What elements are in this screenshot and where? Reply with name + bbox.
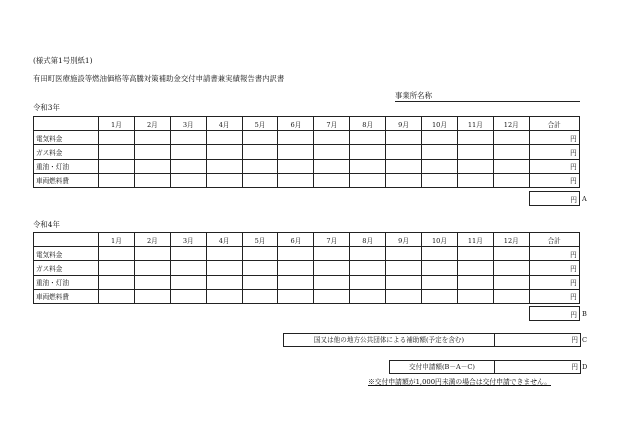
amount-cell[interactable] <box>278 145 314 159</box>
amount-cell[interactable] <box>493 131 529 145</box>
total-header: 合計 <box>529 233 579 247</box>
request-amount-label: 交付申請額(B－A－C) <box>390 361 495 373</box>
month-header: 6月 <box>278 117 314 131</box>
table-header-row <box>34 233 580 247</box>
amount-cell[interactable] <box>422 275 458 289</box>
amount-cell[interactable] <box>386 261 422 275</box>
subsidy-amount-row <box>283 333 581 347</box>
amount-cell[interactable] <box>170 145 206 159</box>
amount-cell[interactable] <box>170 131 206 145</box>
amount-cell[interactable] <box>350 261 386 275</box>
letter-c: C <box>582 336 588 344</box>
table-row <box>34 131 580 145</box>
amount-cell[interactable] <box>350 145 386 159</box>
month-header: 10月 <box>422 233 458 247</box>
form-number: (様式第1号別紙1) <box>33 56 93 65</box>
amount-cell[interactable] <box>99 131 135 145</box>
amount-cell[interactable] <box>170 261 206 275</box>
amount-cell[interactable] <box>242 275 278 289</box>
table-row <box>34 159 580 173</box>
amount-cell[interactable] <box>170 247 206 261</box>
expense-table-r3 <box>33 116 580 188</box>
amount-cell[interactable] <box>422 289 458 303</box>
amount-cell[interactable] <box>242 131 278 145</box>
amount-cell[interactable] <box>206 145 242 159</box>
amount-cell[interactable] <box>457 247 493 261</box>
document-title: 有田町医療施設等燃油価格等高騰対策補助金交付申請書兼実績報告書内訳書 <box>33 74 285 83</box>
row-label: ガス料金 <box>34 145 99 159</box>
month-header: 12月 <box>493 117 529 131</box>
request-amount-row <box>389 360 581 374</box>
month-header: 3月 <box>170 233 206 247</box>
letter-a: A <box>582 195 587 203</box>
amount-cell[interactable] <box>206 131 242 145</box>
amount-cell[interactable] <box>386 247 422 261</box>
amount-cell[interactable] <box>134 145 170 159</box>
amount-cell[interactable] <box>493 159 529 173</box>
amount-cell[interactable] <box>422 131 458 145</box>
month-header: 5月 <box>242 117 278 131</box>
row-label: 電気料金 <box>34 131 99 145</box>
year-label-r4: 令和4年 <box>33 220 60 229</box>
month-header: 5月 <box>242 233 278 247</box>
table-header-row <box>34 117 580 131</box>
amount-cell[interactable] <box>99 159 135 173</box>
amount-cell[interactable] <box>457 275 493 289</box>
row-label: 重油・灯油 <box>34 275 99 289</box>
month-header: 11月 <box>457 233 493 247</box>
amount-cell[interactable] <box>170 173 206 187</box>
amount-cell[interactable] <box>422 247 458 261</box>
month-header: 8月 <box>350 233 386 247</box>
month-header: 6月 <box>278 233 314 247</box>
amount-cell[interactable] <box>314 261 350 275</box>
month-header: 10月 <box>422 117 458 131</box>
request-amount-cell[interactable]: 円 <box>571 363 578 371</box>
month-header: 7月 <box>314 233 350 247</box>
table-row <box>34 289 580 303</box>
amount-cell[interactable] <box>422 261 458 275</box>
month-header: 9月 <box>386 117 422 131</box>
row-total-cell[interactable]: 円 <box>529 289 579 303</box>
row-total-cell[interactable]: 円 <box>529 261 579 275</box>
table-row <box>34 145 580 159</box>
letter-d: D <box>582 363 588 371</box>
amount-cell[interactable] <box>350 247 386 261</box>
row-total-cell[interactable]: 円 <box>529 131 579 145</box>
amount-cell[interactable] <box>457 261 493 275</box>
amount-cell[interactable] <box>314 173 350 187</box>
month-header: 4月 <box>206 117 242 131</box>
amount-cell[interactable] <box>278 247 314 261</box>
year-label-r3: 令和3年 <box>33 103 60 112</box>
amount-cell[interactable] <box>422 145 458 159</box>
amount-cell[interactable] <box>278 275 314 289</box>
amount-cell[interactable] <box>493 247 529 261</box>
amount-cell[interactable] <box>134 131 170 145</box>
table-row <box>34 261 580 275</box>
amount-cell[interactable] <box>242 247 278 261</box>
amount-cell[interactable] <box>493 173 529 187</box>
letter-b: B <box>582 310 587 318</box>
row-total-cell[interactable]: 円 <box>529 173 579 187</box>
grand-total-box-r4 <box>529 306 580 321</box>
month-header: 11月 <box>457 117 493 131</box>
row-label: 重油・灯油 <box>34 159 99 173</box>
amount-cell[interactable] <box>170 289 206 303</box>
grand-total-cell[interactable]: 円 <box>530 307 580 321</box>
amount-cell[interactable] <box>99 247 135 261</box>
row-label: 車両燃料費 <box>34 173 99 187</box>
amount-cell[interactable] <box>350 173 386 187</box>
amount-cell[interactable] <box>314 131 350 145</box>
amount-cell[interactable] <box>134 275 170 289</box>
amount-cell[interactable] <box>457 159 493 173</box>
corner-cell <box>34 233 99 247</box>
amount-cell[interactable] <box>457 131 493 145</box>
amount-cell[interactable] <box>350 275 386 289</box>
amount-cell[interactable] <box>99 145 135 159</box>
amount-cell[interactable] <box>386 131 422 145</box>
amount-cell[interactable] <box>457 289 493 303</box>
corner-cell <box>34 117 99 131</box>
amount-cell[interactable] <box>493 145 529 159</box>
amount-cell[interactable] <box>134 173 170 187</box>
office-name-line[interactable] <box>395 101 580 102</box>
amount-cell[interactable] <box>134 247 170 261</box>
amount-cell[interactable] <box>206 261 242 275</box>
amount-cell[interactable] <box>99 275 135 289</box>
amount-cell[interactable] <box>314 289 350 303</box>
amount-cell[interactable] <box>206 159 242 173</box>
amount-cell[interactable] <box>134 289 170 303</box>
amount-cell[interactable] <box>242 289 278 303</box>
amount-cell[interactable] <box>350 131 386 145</box>
grand-total-cell[interactable]: 円 <box>530 192 580 206</box>
amount-cell[interactable] <box>278 159 314 173</box>
minimum-amount-note: ※交付申請額が1,000円未満の場合は交付申請できません。 <box>368 378 551 386</box>
amount-cell[interactable] <box>206 275 242 289</box>
row-total-cell[interactable]: 円 <box>529 159 579 173</box>
amount-cell[interactable] <box>206 289 242 303</box>
amount-cell[interactable] <box>386 173 422 187</box>
amount-cell[interactable] <box>422 159 458 173</box>
subsidy-amount-cell[interactable]: 円 <box>571 336 578 344</box>
amount-cell[interactable] <box>457 145 493 159</box>
month-header: 4月 <box>206 233 242 247</box>
row-label: ガス料金 <box>34 261 99 275</box>
amount-cell[interactable] <box>278 289 314 303</box>
amount-cell[interactable] <box>493 275 529 289</box>
amount-cell[interactable] <box>314 275 350 289</box>
amount-cell[interactable] <box>493 289 529 303</box>
amount-cell[interactable] <box>457 173 493 187</box>
amount-cell[interactable] <box>314 145 350 159</box>
amount-cell[interactable] <box>134 261 170 275</box>
row-total-cell[interactable]: 円 <box>529 145 579 159</box>
amount-cell[interactable] <box>170 275 206 289</box>
month-header: 8月 <box>350 117 386 131</box>
table-row <box>34 173 580 187</box>
month-header: 12月 <box>493 233 529 247</box>
amount-cell[interactable] <box>99 289 135 303</box>
amount-cell[interactable] <box>242 145 278 159</box>
amount-cell[interactable] <box>350 159 386 173</box>
amount-cell[interactable] <box>134 159 170 173</box>
month-header: 2月 <box>134 233 170 247</box>
month-header: 7月 <box>314 117 350 131</box>
table-row <box>34 247 580 261</box>
amount-cell[interactable] <box>422 173 458 187</box>
row-total-cell[interactable]: 円 <box>529 275 579 289</box>
table-row <box>34 275 580 289</box>
row-total-cell[interactable]: 円 <box>529 247 579 261</box>
month-header: 9月 <box>386 233 422 247</box>
month-header: 3月 <box>170 117 206 131</box>
row-label: 車両燃料費 <box>34 289 99 303</box>
subsidy-amount-label: 国又は他の地方公共団体による補助額(予定を含む) <box>284 334 495 346</box>
amount-cell[interactable] <box>386 275 422 289</box>
amount-cell[interactable] <box>278 131 314 145</box>
amount-cell[interactable] <box>314 247 350 261</box>
amount-cell[interactable] <box>170 159 206 173</box>
amount-cell[interactable] <box>314 159 350 173</box>
month-header: 1月 <box>99 233 135 247</box>
amount-cell[interactable] <box>242 159 278 173</box>
month-header: 2月 <box>134 117 170 131</box>
amount-cell[interactable] <box>206 247 242 261</box>
amount-cell[interactable] <box>278 173 314 187</box>
month-header: 1月 <box>99 117 135 131</box>
grand-total-box-r3 <box>529 191 580 206</box>
amount-cell[interactable] <box>493 261 529 275</box>
amount-cell[interactable] <box>350 289 386 303</box>
row-label: 電気料金 <box>34 247 99 261</box>
amount-cell[interactable] <box>206 173 242 187</box>
office-name-label: 事業所名称 <box>395 91 432 100</box>
total-header: 合計 <box>529 117 579 131</box>
amount-cell[interactable] <box>99 173 135 187</box>
amount-cell[interactable] <box>242 261 278 275</box>
expense-table-r4 <box>33 232 580 304</box>
amount-cell[interactable] <box>386 145 422 159</box>
amount-cell[interactable] <box>386 289 422 303</box>
amount-cell[interactable] <box>242 173 278 187</box>
amount-cell[interactable] <box>99 261 135 275</box>
amount-cell[interactable] <box>386 159 422 173</box>
amount-cell[interactable] <box>278 261 314 275</box>
